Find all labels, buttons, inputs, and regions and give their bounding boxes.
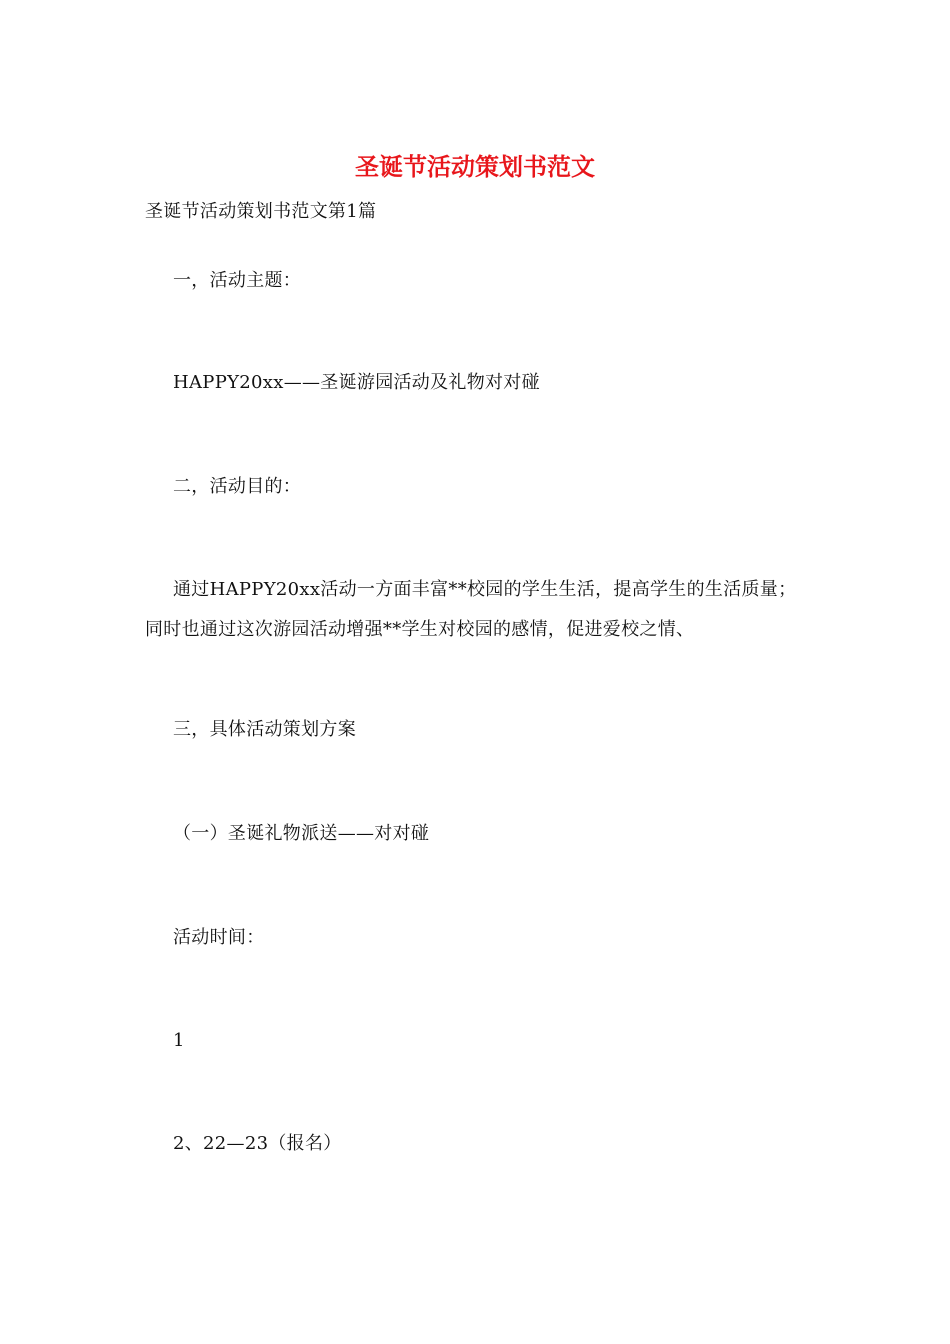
- activity-time-label: 活动时间：: [173, 927, 265, 948]
- line-number: 1: [173, 1030, 185, 1051]
- section-text-purpose-line-1: 通过HAPPY20xx活动一方面丰富**校园的学生生活，提高学生的生活质量；: [173, 579, 797, 600]
- section-text-purpose-line-2: 同时也通过这次游园活动增强**学生对校园的感情，促进爱校之情、: [145, 619, 695, 640]
- registration-date-line: 2、22—23（报名）: [173, 1133, 342, 1154]
- section-heading-plan: 三，具体活动策划方案: [173, 719, 356, 740]
- document-subtitle: 圣诞节活动策划书范文第1篇: [145, 201, 377, 222]
- document-title: 圣诞节活动策划书范文: [355, 152, 595, 181]
- section-heading-theme: 一，活动主题：: [173, 270, 302, 291]
- subsection-heading-gift-exchange: （一）圣诞礼物派送——对对碰: [173, 823, 430, 844]
- section-heading-purpose: 二，活动目的：: [173, 476, 302, 497]
- section-text-theme: HAPPY20xx——圣诞游园活动及礼物对对碰: [173, 372, 540, 393]
